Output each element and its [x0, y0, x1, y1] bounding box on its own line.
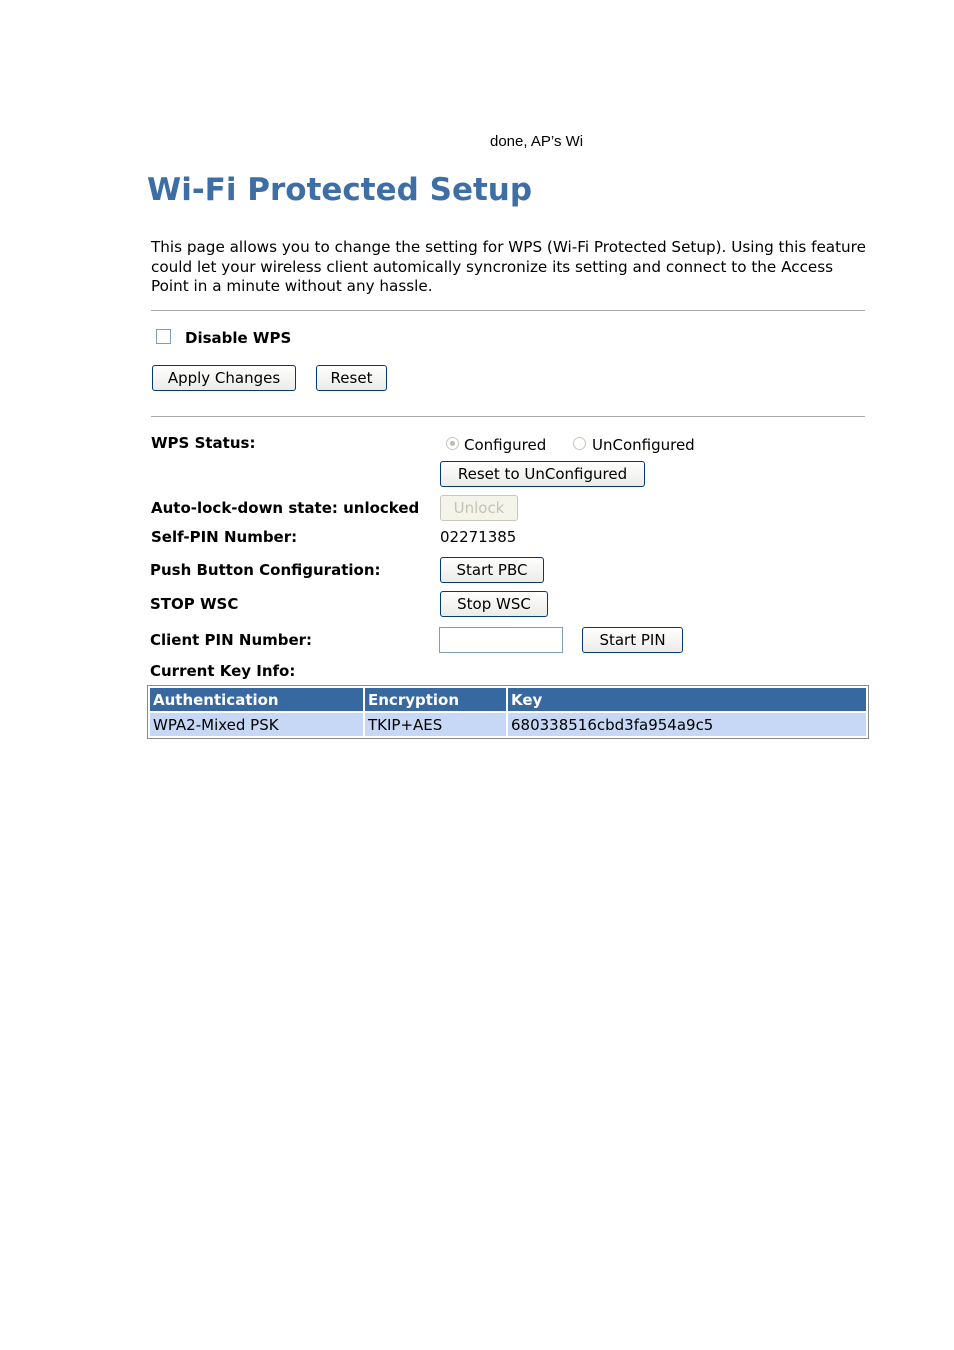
- client-pin-label: Client PIN Number:: [150, 631, 313, 649]
- stop-wsc-button[interactable]: Stop WSC: [440, 591, 548, 617]
- document-fragment-text: done, AP’s Wi: [490, 133, 584, 150]
- self-pin-label: Self-PIN Number:: [151, 528, 298, 546]
- page-description: This page allows you to change the setting for WPS (Wi-Fi Protected Setup). Using this feature could let your wireless client automically syncronize its setting and connect to the Access Point in a minute without any hassle.: [151, 238, 866, 295]
- unlock-button[interactable]: Unlock: [440, 495, 518, 521]
- table-cell-key: 680338516cbd3fa954a9c5: [508, 713, 866, 736]
- table-header-row: [150, 688, 866, 711]
- auto-lock-label: Auto-lock-down state: unlocked: [151, 499, 420, 517]
- client-pin-input[interactable]: [439, 627, 563, 653]
- stop-wsc-label: STOP WSC: [150, 595, 239, 613]
- apply-changes-button[interactable]: Apply Changes: [152, 365, 296, 391]
- table-header-encryption: Encryption: [365, 688, 506, 711]
- self-pin-value: 02271385: [440, 528, 517, 546]
- table-header-authentication: Authentication: [150, 688, 363, 711]
- configured-radio[interactable]: [446, 437, 459, 450]
- current-key-info-label: Current Key Info:: [150, 662, 296, 680]
- page-title: Wi-Fi Protected Setup: [147, 172, 533, 208]
- start-pbc-button[interactable]: Start PBC: [440, 557, 544, 583]
- table-row: [150, 713, 866, 736]
- key-info-table: [147, 685, 869, 739]
- disable-wps-label: Disable WPS: [185, 329, 292, 347]
- unconfigured-label: UnConfigured: [592, 436, 695, 454]
- divider: [151, 416, 865, 417]
- configured-label: Configured: [464, 436, 547, 454]
- table-cell-encryption: TKIP+AES: [365, 713, 506, 736]
- pbc-label: Push Button Configuration:: [150, 561, 381, 579]
- radio-selected-dot: [450, 441, 455, 446]
- reset-button[interactable]: Reset: [316, 365, 387, 391]
- reset-to-unconfigured-button[interactable]: Reset to UnConfigured: [440, 461, 645, 487]
- table-cell-authentication: WPA2-Mixed PSK: [150, 713, 363, 736]
- wps-status-label: WPS Status:: [151, 434, 256, 452]
- disable-wps-checkbox[interactable]: [156, 329, 171, 344]
- divider: [151, 310, 865, 311]
- start-pin-button[interactable]: Start PIN: [582, 627, 683, 653]
- unconfigured-radio[interactable]: [573, 437, 586, 450]
- table-header-key: Key: [508, 688, 866, 711]
